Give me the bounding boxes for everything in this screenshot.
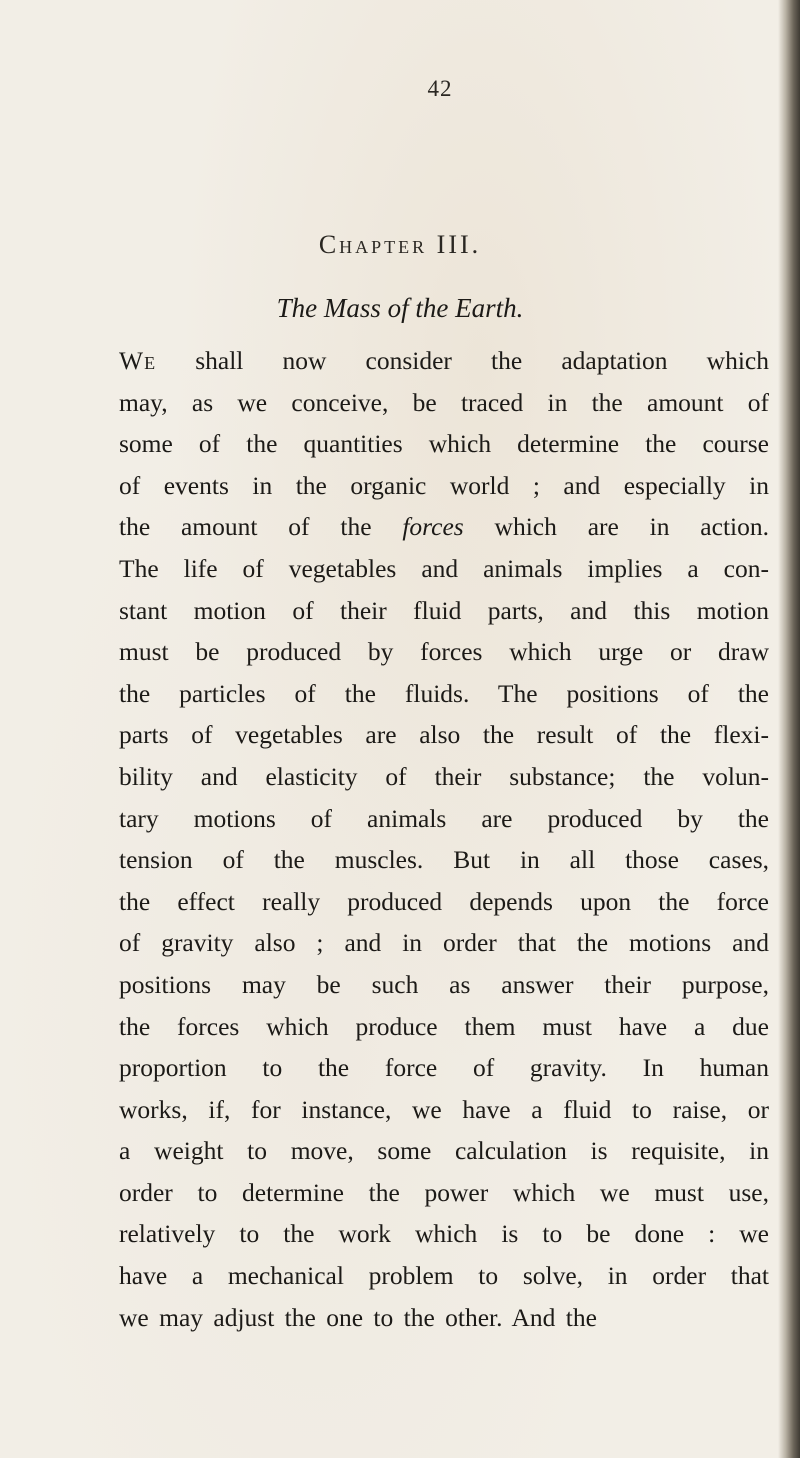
body-text	[119, 340, 769, 1338]
chapter-heading: Chapter III.	[318, 230, 482, 259]
text-line: the particles of the fluids. The positions of the	[119, 678, 769, 708]
text-line: bility and elasticity of their substance; the volun-	[119, 761, 769, 791]
text-line: parts of vegetables are also the result of the flexi-	[119, 720, 769, 750]
text-line: the forces which produce them must have a due	[119, 1011, 769, 1041]
text-line: must be produced by forces which urge or draw	[119, 637, 769, 667]
text-line: proportion to the force of gravity. In human	[119, 1053, 769, 1083]
text-line: may, as we conceive, be traced in the amount of	[119, 387, 769, 417]
text-line: the amount of the forces which are in action.	[119, 512, 769, 542]
text-line: of events in the organic world ; and especially in	[119, 470, 769, 500]
text-line: tary motions of animals are produced by the	[119, 803, 769, 833]
chapter-title: The Mass of the Earth.	[276, 293, 524, 323]
text-line: some of the quantities which determine the course	[119, 429, 769, 459]
text-line: the effect really produced depends upon the force	[119, 886, 769, 916]
text-line: The life of vegetables and animals implies a con-	[119, 553, 769, 583]
text-line: a weight to move, some calculation is requisite, in	[119, 1136, 769, 1166]
text-line: have a mechanical problem to solve, in order that	[119, 1261, 769, 1291]
page-number: 42	[427, 76, 453, 101]
emphasized-word: forces	[402, 512, 464, 542]
text-line: stant motion of their fluid parts, and this motion	[119, 595, 769, 625]
text-line: order to determine the power which we must use,	[119, 1177, 769, 1207]
text-line: positions may be such as answer their purpose,	[119, 969, 769, 999]
text-line: of gravity also ; and in order that the motions and	[119, 928, 769, 958]
text-line: We shall now consider the adaptation which	[119, 346, 769, 375]
drop-word: We	[119, 346, 157, 375]
text-line: relatively to the work which is to be done : we	[119, 1219, 769, 1249]
page-edge-shadow	[778, 0, 800, 1458]
text-line: tension of the muscles. But in all those cases,	[119, 845, 769, 875]
text-line: we may adjust the one to the other. And the	[119, 1302, 597, 1332]
text-line: works, if, for instance, we have a fluid to raise, or	[119, 1094, 769, 1124]
